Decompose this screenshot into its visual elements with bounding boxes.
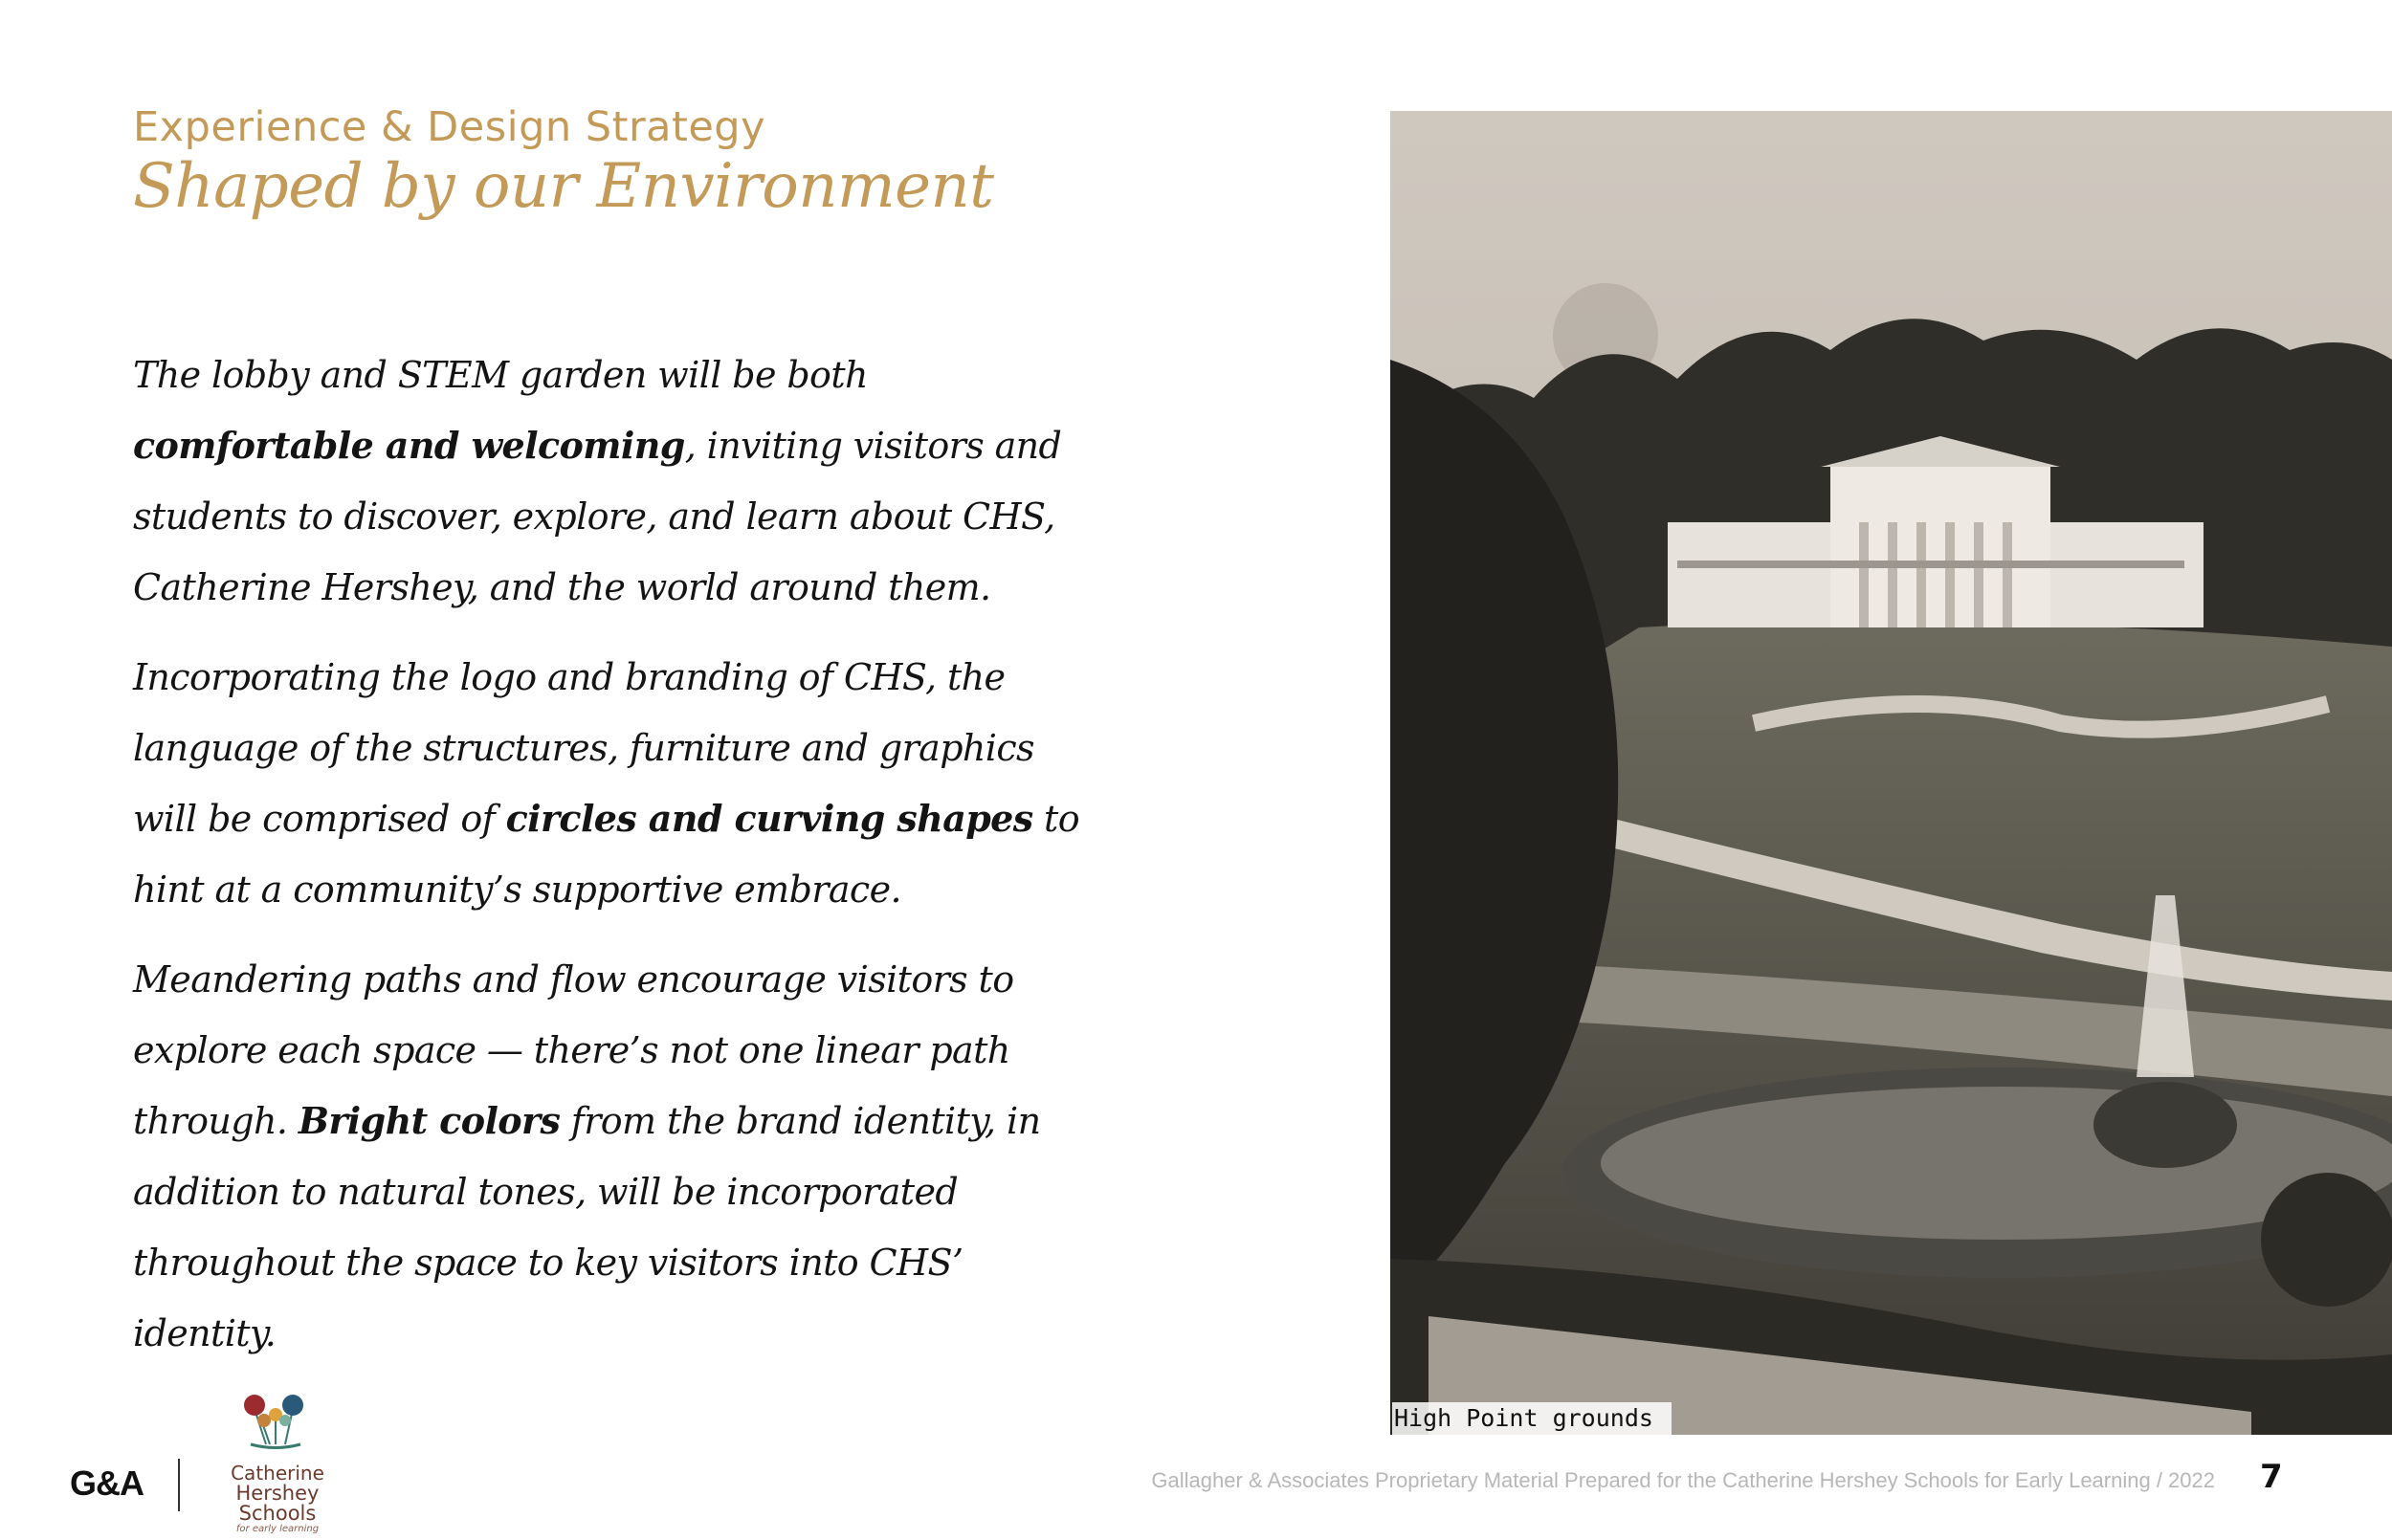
body-copy xyxy=(133,340,1099,1388)
chs-wordmark: Catherine Hershey Schools for early learning xyxy=(231,1462,324,1534)
paragraph-3: Meandering paths and flow encourage visitors to explore each space — there’s not one linear path through. Bright colors from the brand identity, in addition to natural tones, will be incorporated throughout the space to key visitors into CHS’ identity. xyxy=(133,958,1041,1354)
photo-illustration xyxy=(1390,111,2392,1435)
logo-divider xyxy=(178,1459,180,1511)
photo-caption: High Point grounds xyxy=(1392,1402,1672,1435)
ga-logo: G&A xyxy=(70,1463,144,1503)
paragraph-1: The lobby and STEM garden will be both comfortable and welcoming, inviting visitors and students to discover, explore, and learn about CHS, Catherine Hershey, and the world around them. xyxy=(133,354,1062,608)
paragraph-2: Incorporating the logo and branding of CHS, the language of the structures, furniture and graphics will be comprised of circles and curving shapes to hint at a community’s supportive embrace. xyxy=(133,656,1079,911)
footer-note: Gallagher & Associates Proprietary Material Prepared for the Catherine Hershey Schools for Early Learning / 2022 xyxy=(1151,1468,2215,1492)
historic-photo xyxy=(1390,111,2392,1435)
section-eyebrow: Experience & Design Strategy xyxy=(133,103,766,151)
chs-flower-logo-icon xyxy=(237,1392,314,1454)
page-title: Shaped by our Environment xyxy=(133,151,994,222)
page-number: 7 xyxy=(2260,1458,2283,1496)
